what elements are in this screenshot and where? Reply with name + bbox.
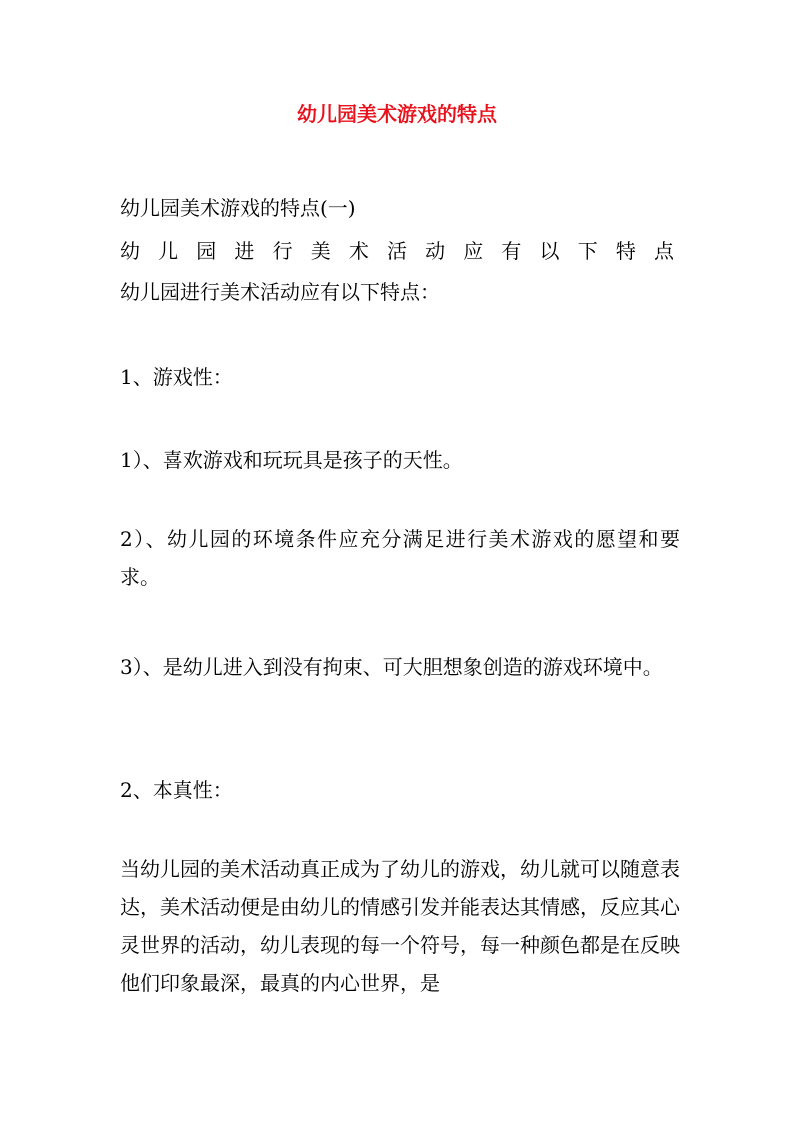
spread-heading-char: 美 bbox=[310, 239, 331, 263]
section1-heading: 1、游戏性： bbox=[120, 365, 233, 389]
list-item-3: 3）、是幼儿进入到没有拘束、可大胆想象创造的游戏环境中。 bbox=[120, 655, 663, 679]
list-item-1: 1）、喜欢游戏和玩玩具是孩子的天性。 bbox=[120, 448, 463, 472]
spread-heading bbox=[120, 237, 676, 265]
spread-heading-char: 儿 bbox=[158, 239, 179, 263]
spread-heading-char: 点 bbox=[653, 239, 674, 263]
subtitle: 幼儿园美术游戏的特点(一) bbox=[120, 196, 356, 220]
spread-heading-char: 活 bbox=[386, 239, 407, 263]
spread-heading-char: 术 bbox=[348, 239, 369, 263]
spread-heading-char: 有 bbox=[501, 239, 522, 263]
spread-heading-chars bbox=[120, 237, 674, 265]
section2-heading: 2、本真性： bbox=[120, 778, 233, 802]
spread-heading-char: 应 bbox=[463, 239, 484, 263]
spread-heading-char: 下 bbox=[577, 239, 598, 263]
spread-heading-char: 进 bbox=[234, 239, 255, 263]
list-item-2: 2）、幼儿园的环境条件应充分满足进行美术游戏的愿望和要求。 bbox=[120, 527, 680, 589]
document-title: 幼儿园美术游戏的特点 bbox=[297, 102, 497, 126]
spread-heading-char: 幼 bbox=[120, 239, 140, 263]
section2-body: 当幼儿园的美术活动真正成为了幼儿的游戏，幼儿就可以随意表达，美术活动便是由幼儿的情感引发并能表达其情感，反应其心灵世界的活动，幼儿表现的每一个符号，每一种颜色都是在反映他们印象最深，最真的内心世界，是 bbox=[120, 857, 680, 995]
spread-heading-char: 动 bbox=[425, 239, 446, 263]
spread-heading-char: 以 bbox=[539, 239, 560, 263]
spread-heading-char: 园 bbox=[196, 239, 217, 263]
spread-heading-char: 特 bbox=[615, 239, 636, 263]
intro-line: 幼儿园进行美术活动应有以下特点： bbox=[120, 280, 440, 304]
spread-heading-char: 行 bbox=[272, 239, 293, 263]
